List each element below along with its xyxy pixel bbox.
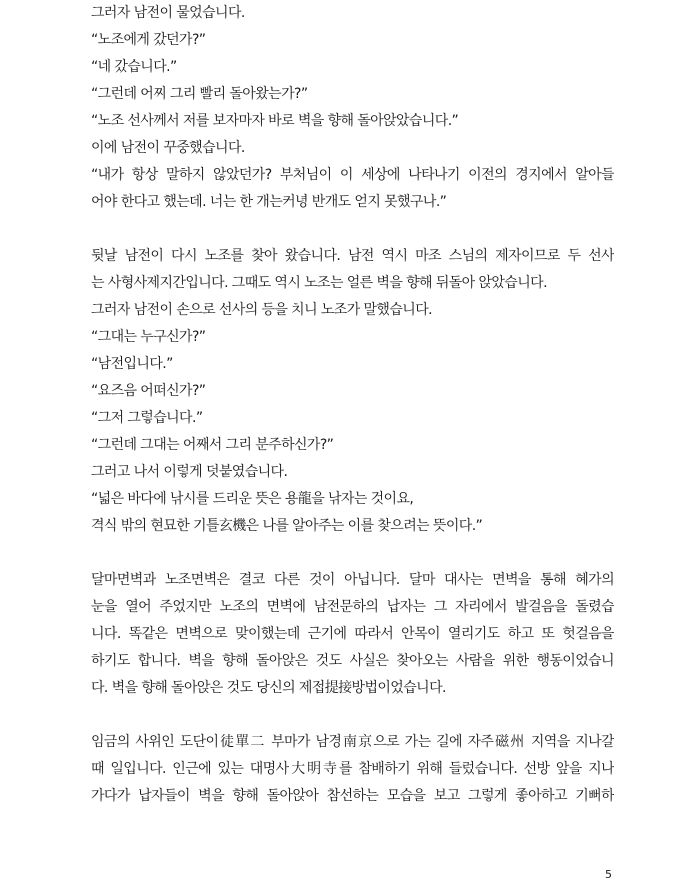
text-line: 눈을 열어 주었지만 노조의 면벽에 남전문하의 납자는 그 자리에서 발걸음을 돌렸습 <box>91 599 614 615</box>
text-line: 니다. 똑같은 면벽으로 맞이했는데 근기에 따라서 안목이 열리기도 하고 또 헛걸음을 <box>91 626 614 642</box>
text-line: “그런데 어찌 그리 빨리 돌아왔는가?” <box>91 86 308 102</box>
text-line: “그런데 그대는 어째서 그리 분주하신가?” <box>91 437 334 453</box>
text-line: 그러자 남전이 물었습니다. <box>91 5 245 21</box>
text-line: “남전입니다.” <box>91 356 173 372</box>
text-line: 그러고 나서 이렇게 덧붙였습니다. <box>91 464 288 480</box>
text-line: “네 갔습니다.” <box>91 59 177 75</box>
text-line: 는 사형사제지간입니다. 그때도 역시 노조는 얼른 벽을 향해 뒤돌아 앉았습니다. <box>91 275 547 291</box>
text-line: 하기도 합니다. 벽을 향해 돌아앉은 것도 사실은 찾아오는 사람을 위한 행동이었습니 <box>91 653 614 669</box>
page-number: 5 <box>605 868 612 881</box>
text-line: 어야 한다고 했는데. 너는 한 개는커녕 반개도 얻지 못했구나.” <box>91 194 447 210</box>
text-line: 임금의 사위인 도단이徒單二 부마가 남경南京으로 가는 길에 자주磁州 지역을 지나갈 <box>91 734 614 750</box>
text-line: “요즈음 어떠신가?” <box>91 383 206 399</box>
text-line: 달마면벽과 노조면벽은 결코 다른 것이 아닙니다. 달마 대사는 면벽을 통해 혜가의 <box>91 572 614 588</box>
text-line: 격식 밖의 현묘한 기틀玄機은 나를 알아주는 이를 찾으려는 뜻이다.” <box>91 518 483 534</box>
text-line: 가다가 납자들이 벽을 향해 돌아앉아 참선하는 모습을 보고 그렇게 좋아하고 기뻐하 <box>91 788 614 804</box>
text-line: “노조 선사께서 저를 보자마자 바로 벽을 향해 돌아앉았습니다.” <box>91 113 459 129</box>
text-line: 그러자 남전이 손으로 선사의 등을 치니 노조가 말했습니다. <box>91 302 432 318</box>
text-line: 뒷날 남전이 다시 노조를 찾아 왔습니다. 남전 역시 마조 스님의 제자이므로 두 선사 <box>91 248 614 264</box>
text-line: “내가 항상 말하지 않았던가? 부처님이 이 세상에 나타나기 이전의 경지에서 알아들 <box>91 167 614 183</box>
text-line: “그저 그렇습니다.” <box>91 410 203 426</box>
text-line: “그대는 누구신가?” <box>91 329 206 345</box>
text-line: “노조에게 갔던가?” <box>91 32 206 48</box>
text-line: 이에 남전이 꾸중했습니다. <box>91 140 245 156</box>
text-line: 때 일입니다. 인근에 있는 대명사大明寺를 참배하기 위해 들렀습니다. 선방 앞을 지나 <box>91 761 614 777</box>
text-line: 다. 벽을 향해 돌아앉은 것도 당신의 제접提接방법이었습니다. <box>91 680 446 696</box>
text-line: “넓은 바다에 낚시를 드리운 뜻은 용龍을 낚자는 것이요, <box>91 491 414 507</box>
